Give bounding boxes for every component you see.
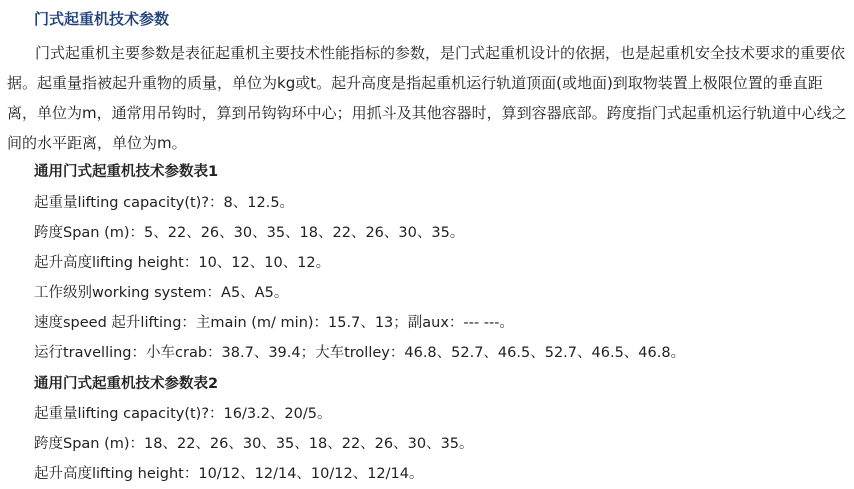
table1-capacity: 起重量lifting capacity(t)?：8、12.5。 — [34, 195, 295, 211]
intro-paragraph: 门式起重机主要参数是表征起重机主要技术性能指标的参数，是门式起重机设计的依据，也是起重机安全技术要求的重要依据。起重量指被起升重物的质量，单位为kg或t。起升高度是指起重机运行轨道顶面(或地面)到取物装置上极限位置的垂直距离，单位为m，通常用吊钩时，算到吊钩钩环中心；用抓斗及其他容器时，算到容器底部。跨度指门式起重机运行轨道中心线之间的水平距离，单位为m。 — [7, 44, 847, 152]
table2-height: 起升高度lifting height：10/12、12/14、10/12、12/14。 — [34, 466, 424, 482]
table1-heading: 通用门式起重机技术参数表1 — [34, 164, 219, 180]
table2-heading: 通用门式起重机技术参数表2 — [34, 376, 219, 392]
table1-height: 起升高度lifting height：10、12、10、12。 — [34, 255, 331, 271]
table1-span: 跨度Span (m)：5、22、26、30、35、18、22、26、30、35。 — [34, 225, 465, 241]
table1-speed: 速度speed 起升lifting：主main (m/ min)：15.7、13；副aux：--- ---。 — [34, 315, 514, 331]
table2-span: 跨度Span (m)：18、22、26、30、35、18、22、26、30、35。 — [34, 436, 474, 452]
table1-working-system: 工作级别working system：A5、A5。 — [34, 285, 289, 301]
table2-capacity: 起重量lifting capacity(t)?：16/3.2、20/5。 — [34, 406, 332, 422]
article-title: 门式起重机技术参数 — [34, 10, 170, 28]
table1-travelling: 运行travelling：小车crab：38.7、39.4；大车trolley：46.8、52.7、46.5、52.7、46.5、46.8。 — [34, 345, 686, 361]
